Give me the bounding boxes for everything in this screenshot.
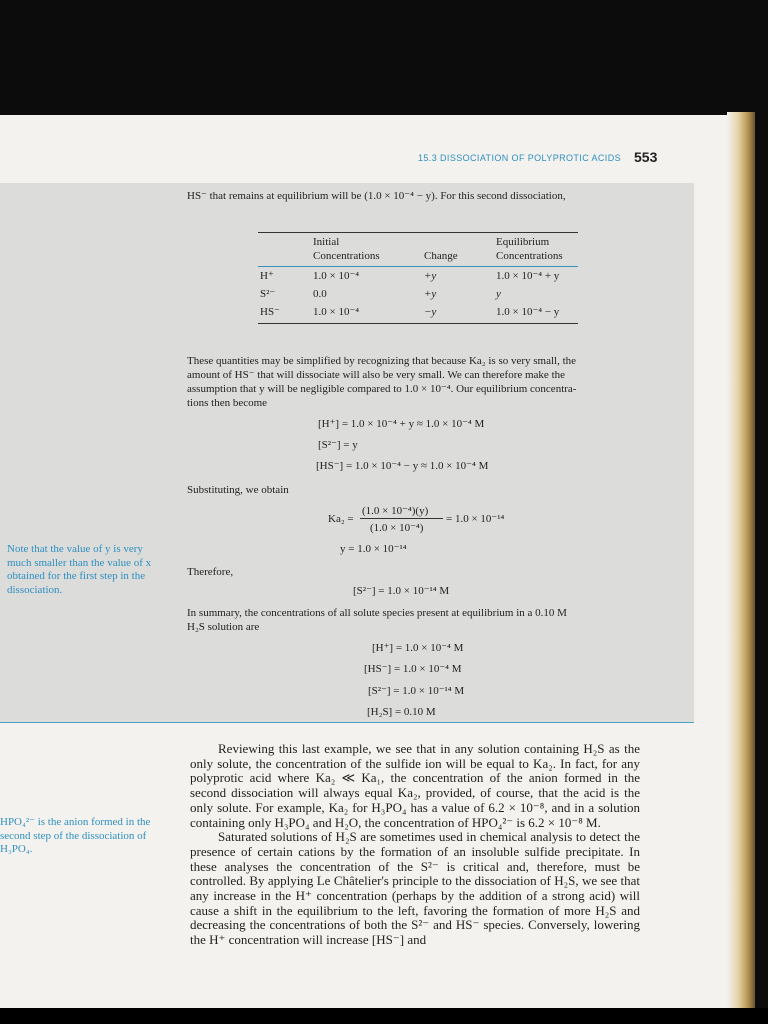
table-cell-species: H⁺ xyxy=(260,270,274,282)
example-box-rule xyxy=(0,722,694,723)
table-cell-equilibrium: 1.0 × 10⁻⁴ + y xyxy=(496,270,560,282)
para1-line: assumption that y will be negligible compared to 1.0 × 10⁻⁴. Our equilibrium concentra- xyxy=(187,383,577,395)
table-cell-change: +y xyxy=(424,270,437,282)
equation: [HS⁻] = 1.0 × 10⁻⁴ − y ≈ 1.0 × 10⁻⁴ M xyxy=(316,460,489,472)
ka-lhs: Ka₂ = xyxy=(328,513,354,525)
running-header: 15.3 DISSOCIATION OF POLYPROTIC ACIDS xyxy=(418,153,622,163)
equation: [H⁺] = 1.0 × 10⁻⁴ + y ≈ 1.0 × 10⁻⁴ M xyxy=(318,418,485,430)
table-cell-species: S²⁻ xyxy=(260,288,276,300)
table-cell-initial: 0.0 xyxy=(313,288,327,300)
summary-equation: [H₂S] = 0.10 M xyxy=(367,706,436,718)
summary-equation: [HS⁻] = 1.0 × 10⁻⁴ M xyxy=(364,663,462,675)
summary-line: H₂S solution are xyxy=(187,621,260,633)
table-cell-initial: 1.0 × 10⁻⁴ xyxy=(313,270,360,282)
example-box xyxy=(0,183,694,723)
body-paragraph: Saturated solutions of H₂S are sometimes used in chemical analysis to detect the presence of certain cations by the formation of an insoluble sulfide precipitate. In these analyses the concentration of the S²⁻ is critical and, therefore, must be controlled. By applying Le Châtelier's principle to the dissociation of H₂S, we see that any increase in the H⁺ concentration (perhaps by the addition of a strong acid) will cause a shift in the equilibrium to the left, favoring the formation of more H₂S and decreasing the concentrations of both the S²⁻ and HS⁻ species. Conversely, lowering the H⁺ concentration will increase [HS⁻] and xyxy=(190,829,640,948)
s2-result: [S²⁻] = 1.0 × 10⁻¹⁴ M xyxy=(353,585,450,597)
table-cell-equilibrium: 1.0 × 10⁻⁴ − y xyxy=(496,306,560,318)
bottom-shadow xyxy=(0,1008,768,1024)
ka-denominator: (1.0 × 10⁻⁴) xyxy=(370,522,424,534)
table-cell-initial: 1.0 × 10⁻⁴ xyxy=(313,306,360,318)
page-edge xyxy=(727,112,755,1014)
para1-line: amount of HS⁻ that will dissociate will also be very small. We can therefore make the xyxy=(187,369,566,381)
body-paragraph: Reviewing this last example, we see that in any solution containing H₂S as the only solute, the concentration of the sulfide ion will be equal to Ka₂. In fact, for any polyprotic acid where Ka₂ ≪ Ka₁, the concentration of the anion formed in the second dissociation will always equal Ka₂, provided, of course, that the acid is the only solute. For example, Ka₂ for H₃PO₄ has a value of 6.2 × 10⁻⁸, and in a solution containing only H₃PO₄ and H₂O, the concentration of HPO₄²⁻ is 6.2 × 10⁻⁸ M. xyxy=(190,741,640,830)
equation: [S²⁻] = y xyxy=(318,439,358,451)
table-bottom-rule xyxy=(258,323,578,324)
ka-numerator: (1.0 × 10⁻⁴)(y) xyxy=(362,505,429,517)
table-cell-change: −y xyxy=(424,306,437,318)
substituting-text: Substituting, we obtain xyxy=(187,484,289,496)
body-text xyxy=(190,742,640,948)
table-header-initial-2: Concentrations xyxy=(313,250,380,262)
intro-line: HS⁻ that remains at equilibrium will be (1.0 × 10⁻⁴ − y). For this second dissociation, xyxy=(187,190,566,202)
table-header-eq-1: Equilibrium xyxy=(496,236,550,248)
table-cell-change: +y xyxy=(424,288,437,300)
ka-rhs: = 1.0 × 10⁻¹⁴ xyxy=(446,513,505,525)
para1-line: These quantities may be simplified by recognizing that because Ka₂ is so very small, the xyxy=(187,355,577,367)
table-header-change: Change xyxy=(424,250,458,262)
margin-note: HPO₄²⁻ is the anion formed in the second step of the dissociation of H₃PO₄. xyxy=(0,816,151,855)
para1-line: tions then become xyxy=(187,397,268,409)
table-cell-species: HS⁻ xyxy=(260,306,280,318)
table-header-rule xyxy=(258,266,578,267)
margin-note: Note that the value of y is very much smaller than the value of x obtained for the first step in the dissociation. xyxy=(7,543,152,596)
table-cell-equilibrium: y xyxy=(496,288,501,300)
table-top-rule xyxy=(258,232,578,233)
table-header-eq-2: Concentrations xyxy=(496,250,563,262)
summary-equation: [H⁺] = 1.0 × 10⁻⁴ M xyxy=(372,642,464,654)
fraction-bar xyxy=(360,518,443,519)
therefore-text: Therefore, xyxy=(187,566,234,578)
summary-equation: [S²⁻] = 1.0 × 10⁻¹⁴ M xyxy=(368,685,465,697)
summary-line: In summary, the concentrations of all solute species present at equilibrium in a 0.10 M xyxy=(187,607,567,619)
table-header-initial-1: Initial xyxy=(313,236,340,248)
y-result: y = 1.0 × 10⁻¹⁴ xyxy=(340,543,407,555)
page-number: 553 xyxy=(634,149,658,165)
